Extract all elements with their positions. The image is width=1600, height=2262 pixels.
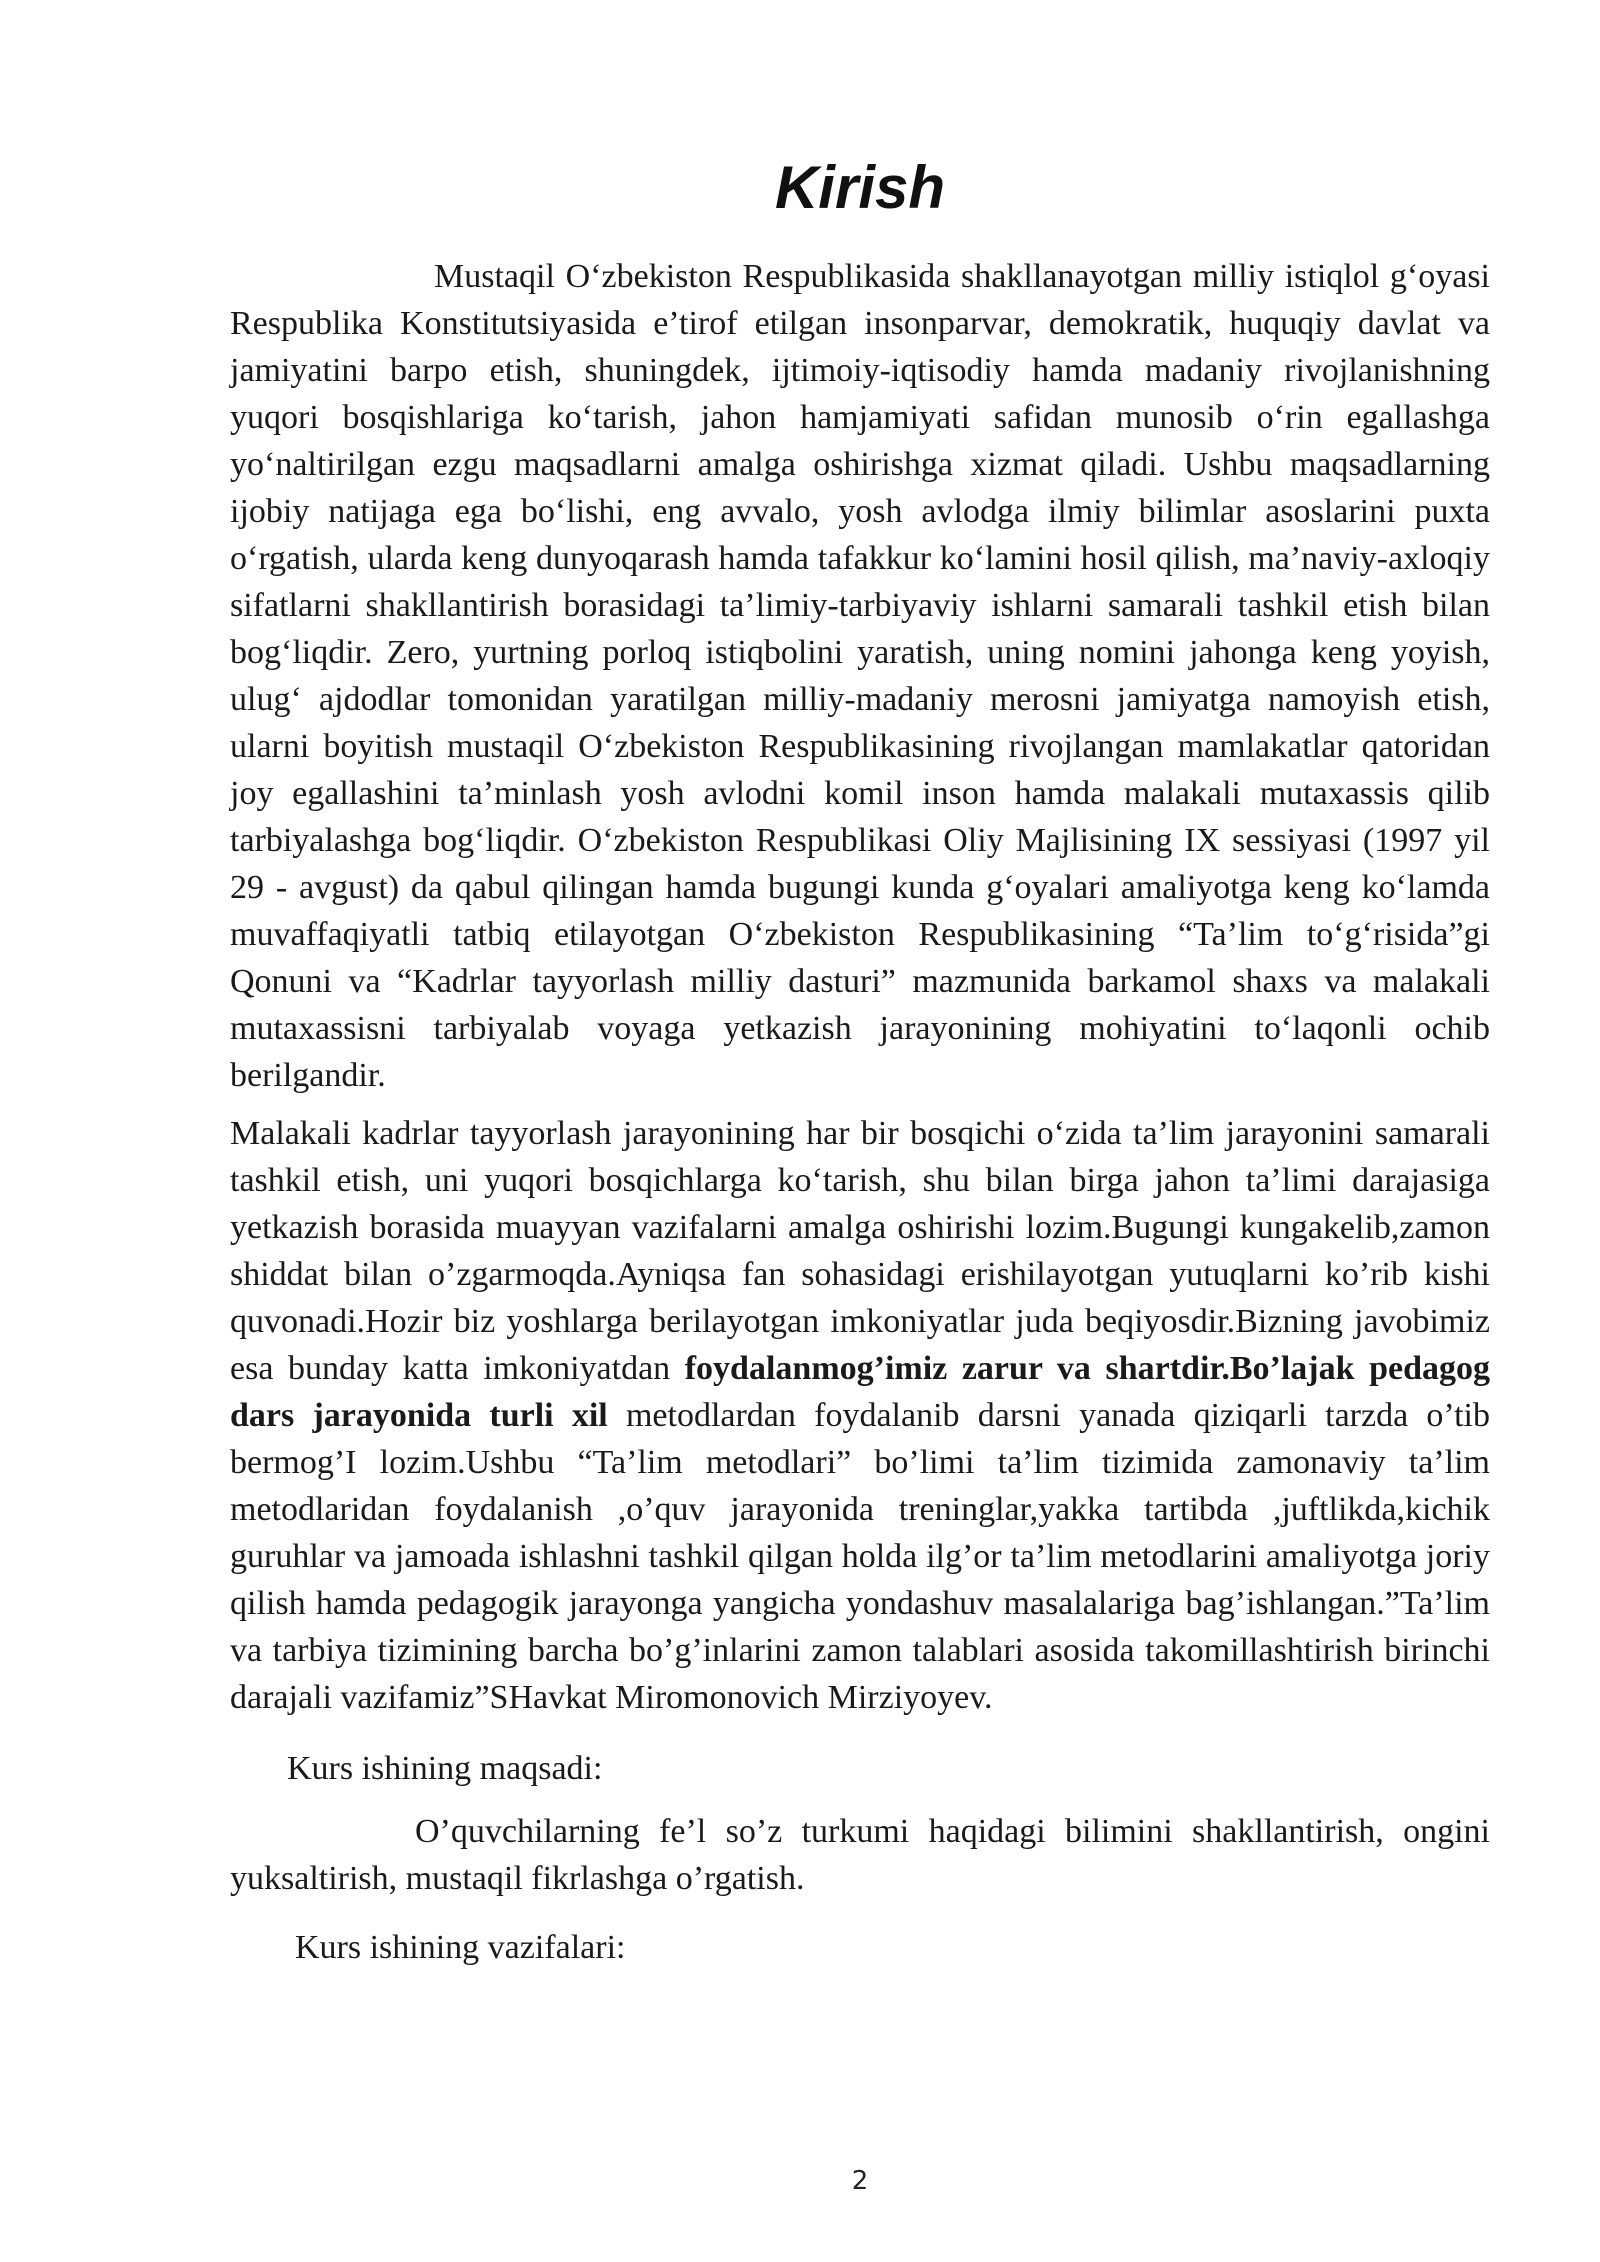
page-title: Kirish — [774, 154, 946, 221]
methods-paragraph — [230, 1110, 1490, 1721]
course-goal-paragraph: O’quvchilarning fe’l so’z turkumi haqidagi bilimini shakllantirish, ongini yuksaltirish, mustaqil fikrlashga o’rgatish. — [230, 1813, 1490, 1897]
methods-paragraph-bold-text: foydalanmog’imiz zarur va shartdir.Bo’lajak pedagog dars jarayonida turli xil — [230, 1350, 1490, 1434]
methods-paragraph-text-start: Malakali kadrlar tayyorlash jarayonining har bir bosqichi o‘zida ta’lim jarayonini samarali tashkil etish, uni yuqori bosqichlarga ko‘tarish, shu bilan birga jahon ta’limi darajasiga yetkazish borasida muayyan vazifalarni amalga oshirishi lozim.Bugungi kungakelib,zamon shiddat bilan o’zgarmoqda.Ayniqsa fan sohasidagi erishilayotgan yutuqlarni ko’rib kishi quvonadi.Hozir biz yoshlarga berilayotgan imkoniyatlar juda beqiyosdir.Bizning javobimiz esa bunday katta imkoniyatdan — [230, 1115, 1490, 1387]
body-text — [230, 253, 1490, 1971]
page-number: 2 — [851, 2166, 869, 2196]
course-tasks-heading: Kurs ishining vazifalari: — [295, 1929, 626, 1966]
intro-paragraph: Mustaqil O‘zbekiston Respublikasida shakllanayotgan milliy istiqlol g‘oyasi Respublika Konstitutsiyasida e’tirof etilgan insonparvar, demokratik, huquqiy davlat va jamiyatini barpo etish, shuningdek, ijtimoiy-iqtisodiy hamda madaniy rivojlanishning yuqori bosqishlariga ko‘tarish, jahon hamjamiyati safidan munosib o‘rin egallashga yo‘naltirilgan ezgu maqsadlarni amalga oshirishga xizmat qiladi. Ushbu maqsadlarning ijobiy natijaga ega bo‘lishi, eng avvalo, yosh avlodga ilmiy bilimlar asoslarini puxta o‘rgatish, ularda keng dunyoqarash hamda tafakkur ko‘lamini hosil qilish, ma’naviy-axloqiy sifatlarni shakllantirish borasidagi ta’limiy-tarbiyaviy ishlarni samarali tashkil etish bilan bog‘liqdir. Zero, yurtning porloq istiqbolini yaratish, uning nomini jahonga keng yoyish, ulug‘ ajdodlar tomonidan yaratilgan milliy-madaniy merosni jamiyatga namoyish etish, ularni boyitish mustaqil O‘zbekiston Respublikasining rivojlangan mamlakatlar qatoridan joy egallashini ta’minlash yosh avlodni komil inson hamda malakali mutaxassis qilib tarbiyalashga bog‘liqdir. O‘zbekiston Respublikasi Oliy Majlisining IX sessiyasi (1997 yil 29 - avgust) da qabul qilingan hamda bugungi kunda g‘oyalari amaliyotga keng ko‘lamda muvaffaqiyatli tatbiq etilayotgan O‘zbekiston Respublikasining “Ta’lim to‘g‘risida”gi Qonuni va “Kadrlar tayyorlash milliy dasturi” mazmunida barkamol shaxs va malakali mutaxassisni tarbiyalab voyaga yetkazish jarayonining mohiyatini to‘laqonli ochib berilgandir. — [230, 258, 1490, 1094]
methods-paragraph-text-end: metodlardan foydalanib darsni yanada qiziqarli tarzda o’tib bermog’I lozim.Ushbu “Ta’lim metodlari” bo’limi ta’lim tizimida zamonaviy ta’lim metodlaridan foydalanish ,o’quv jarayonida treninglar,yakka tartibda ,juftlikda,kichik guruhlar va jamoada ishlashni tashkil qilgan holda ilg’or ta’lim metodlarini amaliyotga joriy qilish hamda pedagogik jarayonga yangicha yondashuv masalalariga bag’ishlangan.”Ta’lim va tarbiya tizimining barcha bo’g’inlarini zamon talablari asosida takomillashtirish birinchi darajali vazifamiz”SHavkat Miromonovich Mirziyoyev. — [230, 1397, 1490, 1716]
course-goal-heading: Kurs ishining maqsadi: — [287, 1750, 603, 1787]
